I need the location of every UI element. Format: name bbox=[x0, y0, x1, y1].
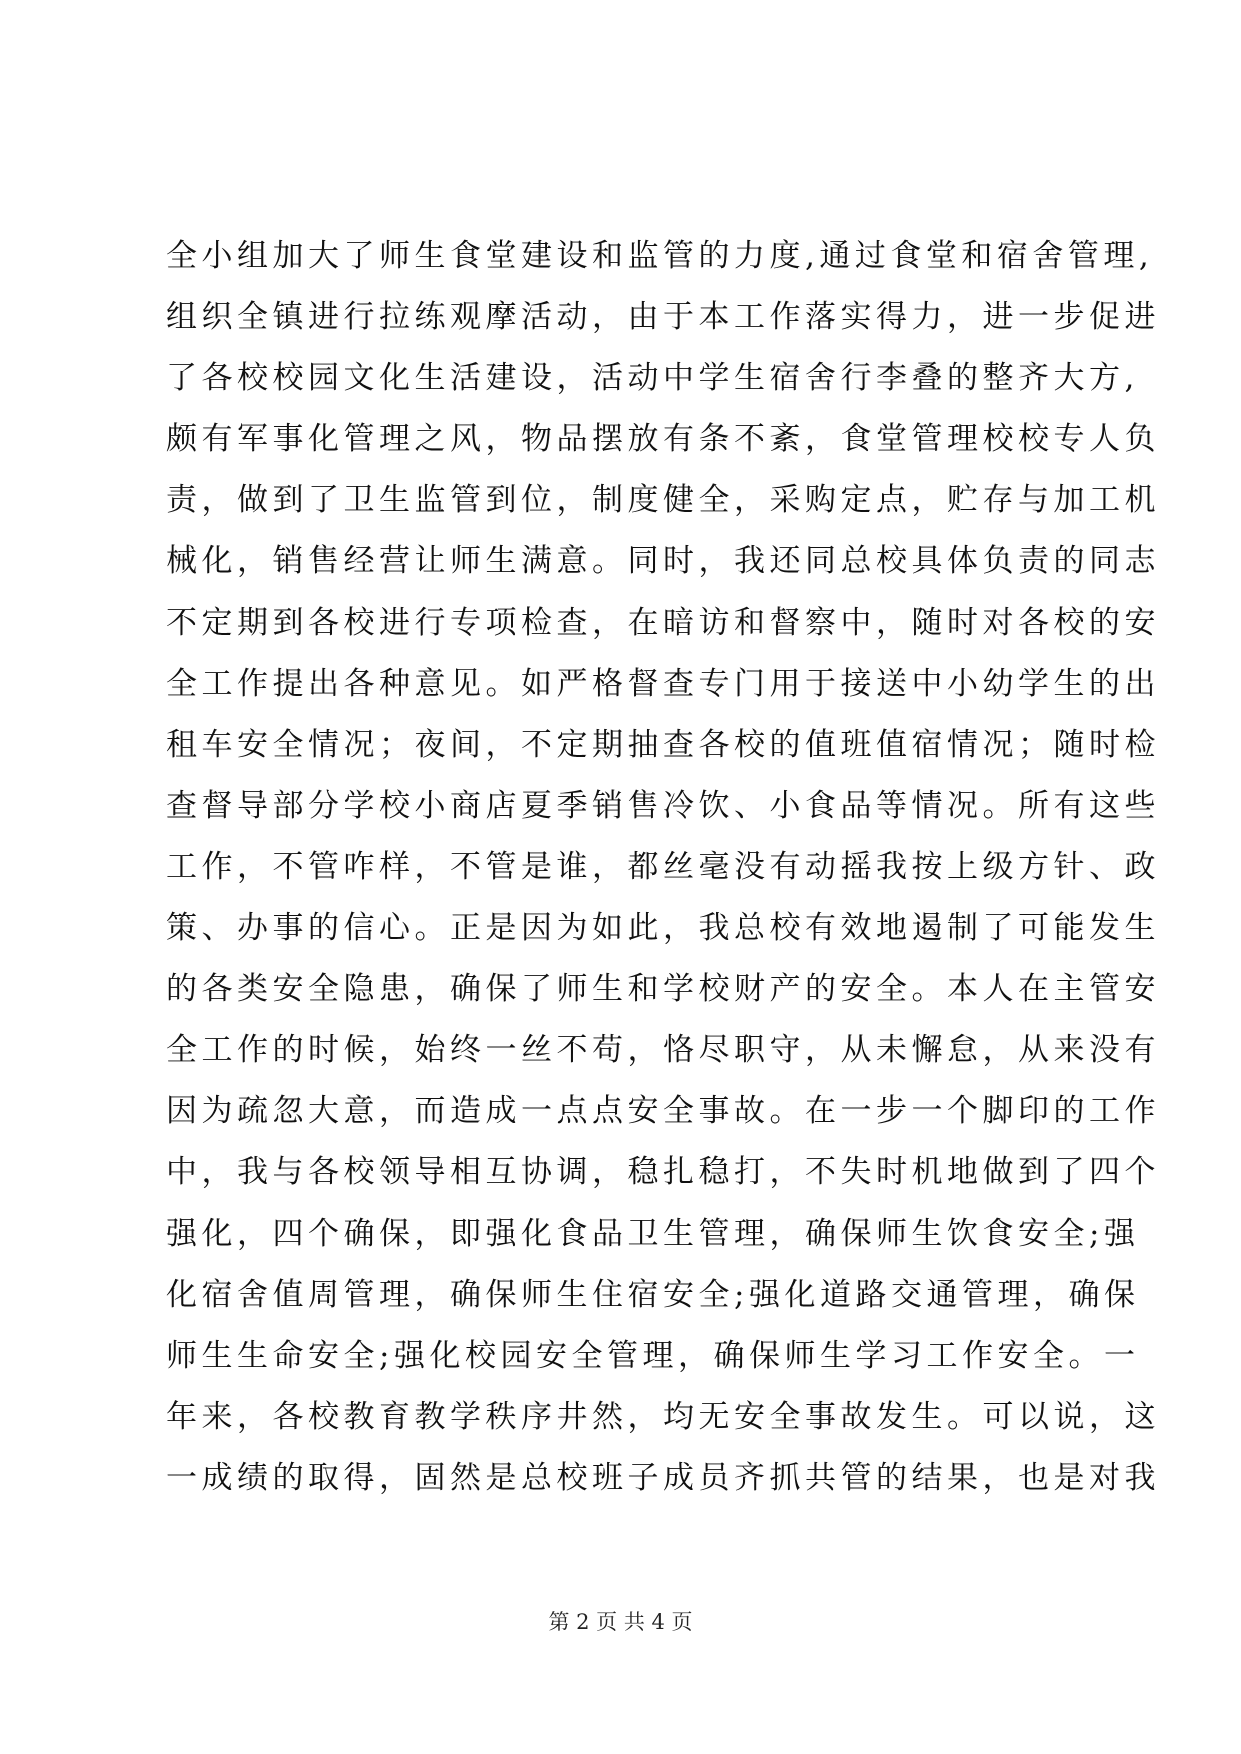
text-line: 一成绩的取得，固然是总校班子成员齐抓共管的结果，也是对我 bbox=[166, 1459, 1160, 1496]
text-line: 租车安全情况；夜间，不定期抽查各校的值班值宿情况；随时检 bbox=[166, 726, 1160, 763]
text-line: 因为疏忽大意，而造成一点点安全事故。在一步一个脚印的工作 bbox=[166, 1093, 1160, 1130]
text-line: 师生生命安全;强化校园安全管理，确保师生学习工作安全。一 bbox=[166, 1337, 1140, 1374]
text-line: 不定期到各校进行专项检查，在暗访和督察中，随时对各校的安 bbox=[166, 604, 1160, 641]
text-line: 全小组加大了师生食堂建设和监管的力度,通过食堂和宿舍管理, bbox=[166, 238, 1154, 274]
body-text bbox=[166, 226, 1160, 1509]
text-line: 工作，不管咋样，不管是谁，都丝毫没有动摇我按上级方针、政 bbox=[166, 848, 1160, 885]
text-line: 查督导部分学校小商店夏季销售冷饮、小食品等情况。所有这些 bbox=[166, 787, 1160, 824]
text-line: 强化，四个确保，即强化食品卫生管理，确保师生饮食安全;强 bbox=[166, 1215, 1140, 1252]
text-line: 全工作的时候，始终一丝不苟，恪尽职守，从未懈怠，从来没有 bbox=[166, 1032, 1160, 1069]
text-line: 化宿舍值周管理，确保师生住宿安全;强化道路交通管理，确保 bbox=[166, 1276, 1140, 1313]
text-line: 年来，各校教育教学秩序井然，均无安全事故发生。可以说，这 bbox=[166, 1398, 1160, 1435]
text-line: 颇有军事化管理之风，物品摆放有条不紊，食堂管理校校专人负 bbox=[166, 421, 1160, 458]
page-footer: 第 2 页 共 4 页 bbox=[548, 1610, 693, 1634]
text-line: 策、办事的信心。正是因为如此，我总校有效地遏制了可能发生 bbox=[166, 910, 1160, 947]
text-line: 组织全镇进行拉练观摩活动，由于本工作落实得力，进一步促进 bbox=[166, 299, 1160, 336]
text-line: 全工作提出各种意见。如严格督查专门用于接送中小幼学生的出 bbox=[166, 665, 1160, 702]
text-line: 了各校校园文化生活建设，活动中学生宿舍行李叠的整齐大方, bbox=[166, 360, 1139, 397]
text-line: 的各类安全隐患，确保了师生和学校财产的安全。本人在主管安 bbox=[166, 971, 1160, 1008]
text-line: 中，我与各校领导相互协调，稳扎稳打，不失时机地做到了四个 bbox=[166, 1154, 1160, 1191]
text-line: 责，做到了卫生监管到位，制度健全，采购定点，贮存与加工机 bbox=[166, 482, 1160, 519]
text-line: 械化，销售经营让师生满意。同时，我还同总校具体负责的同志 bbox=[166, 543, 1160, 580]
